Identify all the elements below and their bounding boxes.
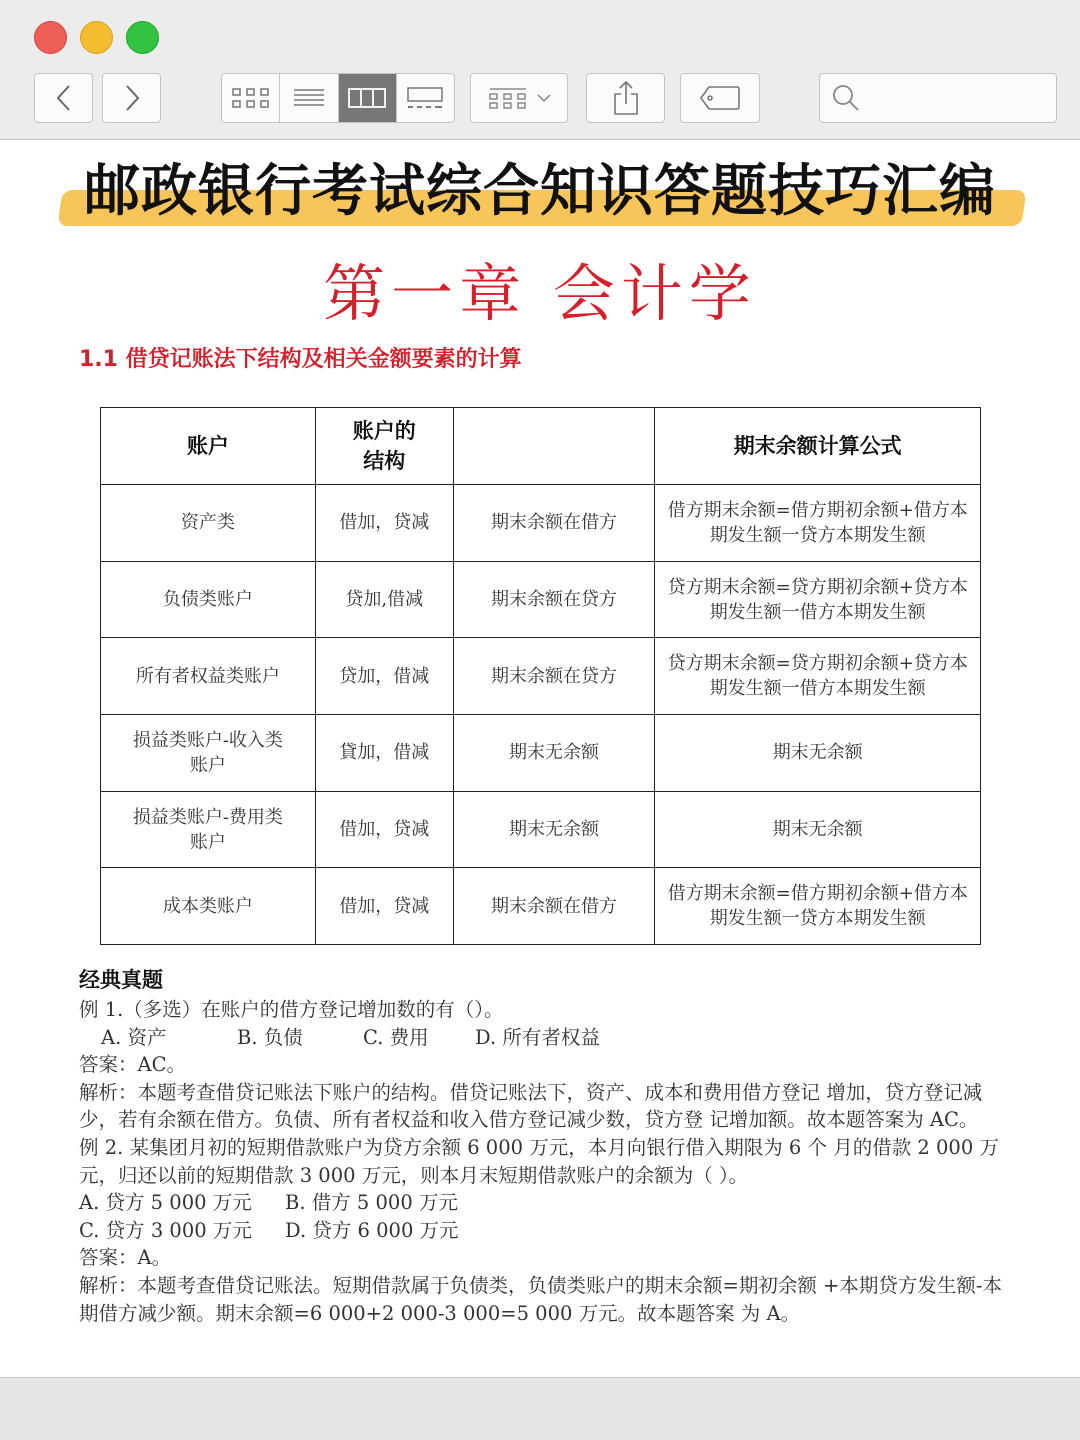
- cell-formula: 借方期末余额=借方期初余额+借方本期发生额一贷方本期发生额: [655, 485, 981, 562]
- cell-structure: 借加，贷减: [315, 485, 453, 562]
- forward-button[interactable]: [102, 73, 161, 123]
- header-structure: [315, 408, 453, 485]
- bottom-status-bar: [0, 1377, 1080, 1440]
- cell-balance-side: 期末余额在贷方: [453, 561, 655, 638]
- answer-1: 答案：AC。: [79, 1053, 187, 1077]
- column-view-button[interactable]: [339, 74, 397, 122]
- analysis-1: 解析：本题考查借贷记账法下账户的结构。借贷记账法下，资产、成本和费用借方登记 增加，贷方登记减少，若有余额在借方。负债、所有者权益和收入借方登记减少数，贷方登 记增加额。故本题答案为 AC。: [79, 1080, 983, 1132]
- question-2-options-line1: [79, 1189, 1019, 1217]
- gallery-view-icon: [406, 86, 444, 110]
- back-button[interactable]: [34, 73, 93, 123]
- table-row: [101, 868, 981, 945]
- cell-structure: 借加，贷减: [315, 791, 453, 868]
- main-title: 邮政银行考试综合知识答题技巧汇编: [84, 159, 996, 224]
- option: C. 贷方 3 000 万元: [79, 1218, 252, 1242]
- header-account: 账户: [101, 408, 316, 485]
- option: D. 贷方 6 000 万元: [285, 1218, 459, 1242]
- cell-formula: 期末无余额: [655, 715, 981, 792]
- cell-structure: 貸加，借减: [315, 715, 453, 792]
- header-formula: 期末余额计算公式: [655, 408, 981, 485]
- group-icon: [484, 86, 554, 110]
- header-balance-side: [453, 408, 655, 485]
- list-view-icon: [292, 87, 326, 109]
- cell-formula: 贷方期末余额=贷方期初余额+贷方本期发生额一借方本期发生额: [655, 638, 981, 715]
- icon-view-icon: [231, 86, 271, 110]
- close-window-button[interactable]: [34, 21, 67, 54]
- window-toolbar: [0, 0, 1080, 140]
- search-icon: [832, 84, 860, 112]
- cell-structure: 借加，贷减: [315, 868, 453, 945]
- question-2: 例 2. 某集团月初的短期借款账户为贷方余额 6 000 万元，本月向银行借入期限为 6 个 月的借款 2 000 万元，归还以前的短期借款 3 000 万元，则本月末短期借款账户的余额为（ ）。: [79, 1135, 999, 1187]
- gallery-view-button[interactable]: [397, 74, 454, 122]
- header-structure-text: 账户的 结构: [352, 419, 416, 473]
- cell-account: 成本类账户: [101, 868, 316, 945]
- cell-account: 所有者权益类账户: [101, 638, 316, 715]
- option: A. 贷方 5 000 万元: [79, 1191, 252, 1215]
- table-row: [101, 715, 981, 792]
- cell-account: 损益类账户-费用类账户: [101, 791, 316, 868]
- chapter-title: 第一章 会计学: [323, 257, 757, 330]
- question-1: 例 1.（多选）在账户的借方登记增加数的有（）。: [79, 998, 504, 1021]
- table-row: [101, 638, 981, 715]
- option: A. 资产: [101, 1025, 167, 1049]
- analysis-2: 解析：本题考查借贷记账法。短期借款属于负债类，负债类账户的期末余额=期初余额 +本期贷方发生额-本期借方减少额。期末余额=6 000+2 000-3 000=5 000 万元。故本题答案 为 A。: [79, 1273, 1002, 1325]
- answer-2: 答案：A。: [79, 1246, 172, 1270]
- tag-button[interactable]: [680, 73, 760, 123]
- cell-balance-side: 期末余额在借方: [453, 485, 655, 562]
- cell-balance-side: 期末无余额: [453, 791, 655, 868]
- back-icon: [54, 84, 74, 112]
- cell-balance-side: 期末无余额: [453, 715, 655, 792]
- option: C. 费用: [363, 1025, 429, 1049]
- cell-account: 负债类账户: [101, 561, 316, 638]
- question-1-options: [79, 1024, 1019, 1052]
- icon-view-button[interactable]: [222, 74, 280, 122]
- main-title-block: [54, 152, 1026, 232]
- view-mode-group: [221, 73, 455, 123]
- share-icon: [611, 80, 641, 116]
- tag-icon: [699, 85, 741, 111]
- table-row: [101, 485, 981, 562]
- section-title: 1.1 借贷记账法下结构及相关金额要素的计算: [79, 347, 522, 372]
- column-view-icon: [348, 87, 386, 109]
- question-2-options-line2: [79, 1217, 1019, 1245]
- cell-formula: 借方期末余额=借方期初余额+借方本期发生额一贷方本期发生额: [655, 868, 981, 945]
- group-by-button[interactable]: [470, 73, 568, 123]
- option: D. 所有者权益: [475, 1025, 600, 1049]
- list-view-button[interactable]: [280, 74, 338, 122]
- search-input[interactable]: [819, 73, 1057, 123]
- questions-heading: 经典真题: [79, 968, 163, 992]
- cell-balance-side: 期末余额在贷方: [453, 638, 655, 715]
- cell-account: 损益类账户-收入类账户: [101, 715, 316, 792]
- cell-balance-side: 期末余额在借方: [453, 868, 655, 945]
- forward-icon: [122, 84, 142, 112]
- share-button[interactable]: [586, 73, 665, 123]
- classic-questions: [79, 964, 1019, 1327]
- table-row: [101, 791, 981, 868]
- cell-account: 资产类: [101, 485, 316, 562]
- maximize-window-button[interactable]: [126, 21, 159, 54]
- cell-formula: 期末无余额: [655, 791, 981, 868]
- cell-structure: 贷加,借减: [315, 561, 453, 638]
- minimize-window-button[interactable]: [80, 21, 113, 54]
- cell-formula: 贷方期末余额=贷方期初余额+贷方本期发生额一借方本期发生额: [655, 561, 981, 638]
- table-row: [101, 561, 981, 638]
- option: B. 借方 5 000 万元: [285, 1191, 458, 1215]
- account-structure-table: [100, 407, 981, 945]
- option: B. 负债: [237, 1025, 303, 1049]
- table-header-row: [101, 408, 981, 485]
- cell-structure: 贷加，借减: [315, 638, 453, 715]
